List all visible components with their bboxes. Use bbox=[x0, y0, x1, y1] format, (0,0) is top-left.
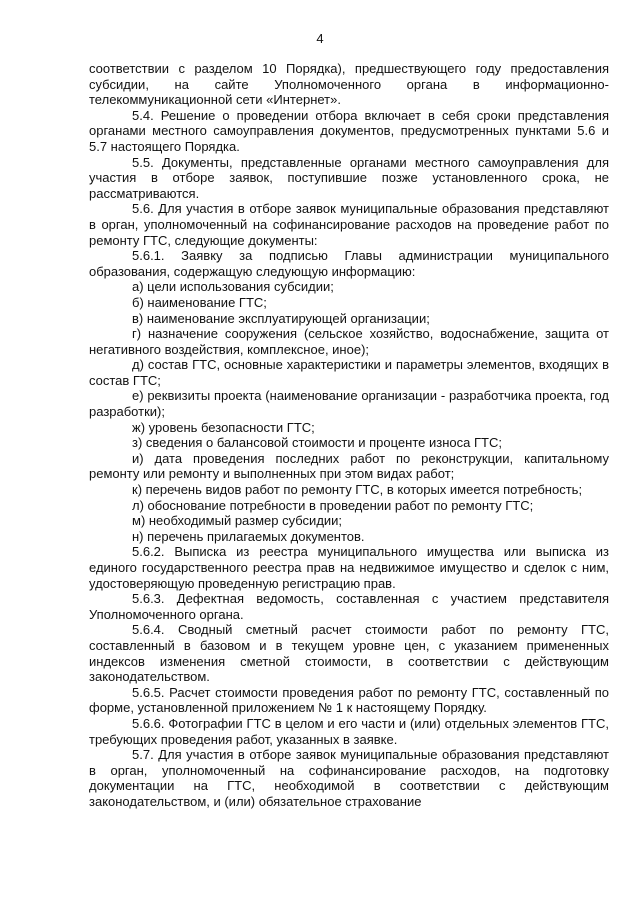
paragraph-5-7: 5.7. Для участия в отборе заявок муниципальные образования представляют в орган, уполномоченный на софинансирование расходов, на подготовку документации на ГТС, необходимой в соответствии с действующим законодательством, и (или) обязательное страхование bbox=[89, 747, 609, 809]
list-item-b: б) наименование ГТС; bbox=[132, 294, 267, 310]
page-number: 4 bbox=[316, 31, 324, 46]
paragraph-5-6-1: 5.6.1. Заявку за подписью Главы администрации муниципального образования, содержащую следующую информацию: bbox=[89, 248, 609, 279]
list-item-k: к) перечень видов работ по ремонту ГТС, в которых имеется потребность; bbox=[132, 482, 583, 498]
list-item-i: и) дата проведения последних работ по реконструкции, капитальному ремонту или ремонту и выполненных при этом видах работ; bbox=[89, 450, 609, 482]
paragraph-continuation: соответствии с разделом 10 Порядка), предшествующего году предоставления субсидии, на сайте Уполномоченного органа в информационно-телекоммуникационной сети «Интернет». bbox=[89, 61, 609, 108]
paragraph-5-4: 5.4. Решение о проведении отбора включает в себя сроки представления органами местного самоуправления документов, предусмотренных пунктами 5.6 и 5.7 настоящего Порядка. bbox=[89, 107, 609, 154]
list-item-a: а) цели использования субсидии; bbox=[132, 279, 334, 295]
list-item-g: г) назначение сооружения (сельское хозяйство, водоснабжение, защита от негативного воздействия, комплексное, иное); bbox=[89, 326, 609, 357]
body-text bbox=[89, 61, 609, 810]
paragraph-5-6-3: 5.6.3. Дефектная ведомость, составленная с участием представителя Уполномоченного органа. bbox=[89, 591, 609, 622]
paragraph-5-6-4: 5.6.4. Сводный сметный расчет стоимости работ по ремонту ГТС, составленный в базовом и в текущем уровне цен, с указанием примененных индексов изменения сметной стоимости, в соответствии с действующим законодательством. bbox=[89, 622, 609, 685]
paragraph-5-6-6: 5.6.6. Фотографии ГТС в целом и его части и (или) отдельных элементов ГТС, требующих проведения работ, указанных в заявке. bbox=[89, 715, 609, 747]
paragraph-5-6-5: 5.6.5. Расчет стоимости проведения работ по ремонту ГТС, составленный по форме, установленной приложением № 1 к настоящему Порядку. bbox=[89, 684, 609, 716]
paragraph-5-5: 5.5. Документы, представленные органами местного самоуправления для участия в отборе заявок, поступившие позже установленного срока, не рассматриваются. bbox=[89, 154, 609, 201]
list-item-d: д) состав ГТС, основные характеристики и параметры элементов, входящих в состав ГТС; bbox=[89, 357, 609, 388]
list-item-n: н) перечень прилагаемых документов. bbox=[132, 528, 365, 544]
paragraph-5-6: 5.6. Для участия в отборе заявок муниципальные образования представляют в орган, уполномоченный на софинансирование расходов на проведение работ по ремонту ГТС, следующие документы: bbox=[89, 201, 609, 248]
list-item-m: м) необходимый размер субсидии; bbox=[132, 513, 343, 529]
paragraph-5-6-2: 5.6.2. Выписка из реестра муниципального имущества или выписка из единого государственного реестра прав на недвижимое имущество и сделок с ним, удостоверяющую проведенную регистрацию прав. bbox=[89, 544, 609, 591]
list-item-zh: ж) уровень безопасности ГТС; bbox=[132, 419, 315, 435]
list-item-e: е) реквизиты проекта (наименование организации - разработчика проекта, год разработки); bbox=[89, 388, 609, 420]
list-item-z: з) сведения о балансовой стоимости и проценте износа ГТС; bbox=[132, 435, 502, 451]
list-item-v: в) наименование эксплуатирующей организации; bbox=[132, 310, 430, 326]
list-item-l: л) обоснование потребности в проведении работ по ремонту ГТС; bbox=[132, 497, 534, 513]
